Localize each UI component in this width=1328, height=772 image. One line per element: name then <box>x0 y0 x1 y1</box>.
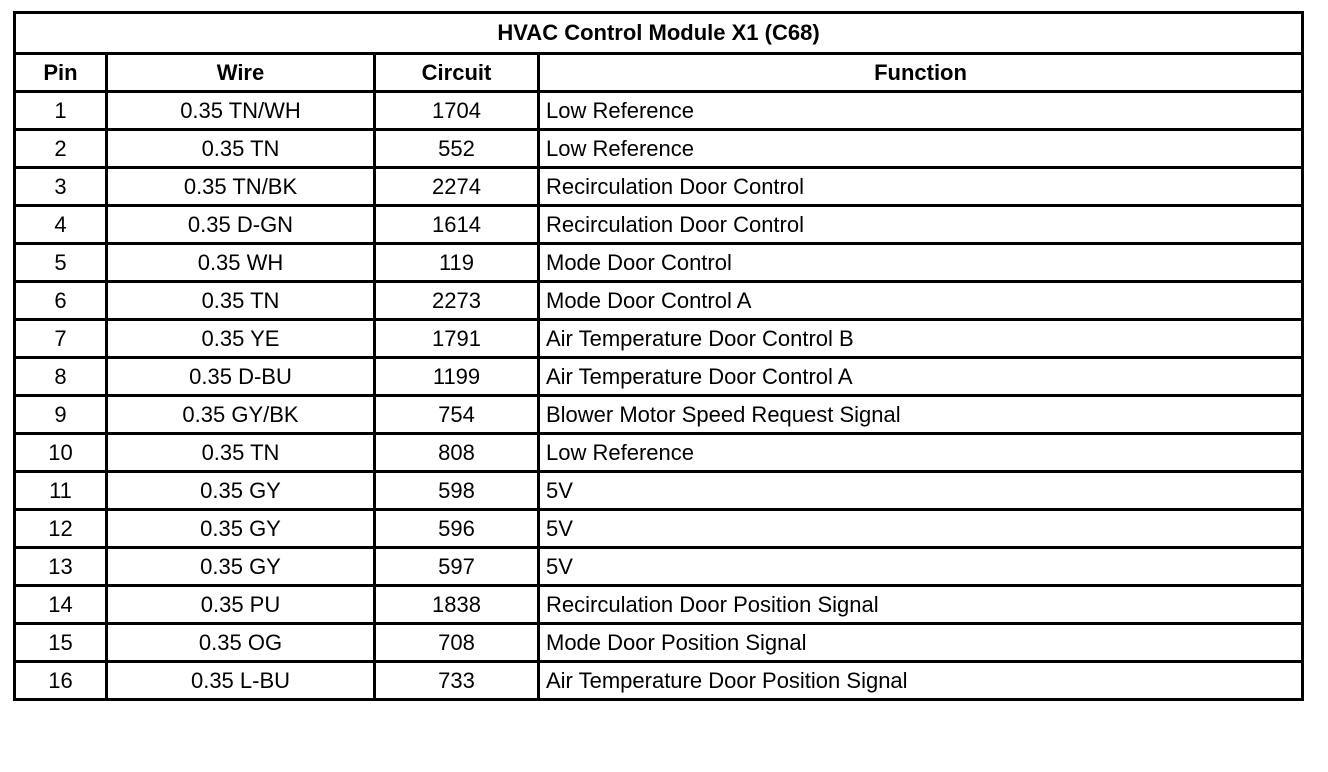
pin-cell: 10 <box>15 434 107 472</box>
circuit-cell: 598 <box>375 472 539 510</box>
wire-cell: 0.35 L-BU <box>107 662 375 700</box>
function-cell: Recirculation Door Position Signal <box>539 586 1303 624</box>
table-row <box>15 320 1303 358</box>
wire-cell: 0.35 GY <box>107 472 375 510</box>
wire-cell: 0.35 GY/BK <box>107 396 375 434</box>
table-row <box>15 168 1303 206</box>
wire-cell: 0.35 WH <box>107 244 375 282</box>
wire-cell: 0.35 PU <box>107 586 375 624</box>
table-header-row <box>15 54 1303 92</box>
function-cell: Air Temperature Door Control B <box>539 320 1303 358</box>
wire-cell: 0.35 TN/WH <box>107 92 375 130</box>
circuit-cell: 733 <box>375 662 539 700</box>
circuit-cell: 808 <box>375 434 539 472</box>
table-row <box>15 548 1303 586</box>
pin-cell: 5 <box>15 244 107 282</box>
circuit-cell: 1838 <box>375 586 539 624</box>
pin-cell: 13 <box>15 548 107 586</box>
table-title-row <box>15 13 1303 54</box>
table-row <box>15 206 1303 244</box>
table-row <box>15 244 1303 282</box>
header-circuit: Circuit <box>375 54 539 92</box>
table-row <box>15 396 1303 434</box>
wire-cell: 0.35 D-GN <box>107 206 375 244</box>
wire-cell: 0.35 TN <box>107 130 375 168</box>
circuit-cell: 596 <box>375 510 539 548</box>
pin-cell: 15 <box>15 624 107 662</box>
table-row <box>15 434 1303 472</box>
pin-cell: 8 <box>15 358 107 396</box>
pin-cell: 3 <box>15 168 107 206</box>
table-row <box>15 358 1303 396</box>
pin-cell: 4 <box>15 206 107 244</box>
table-row <box>15 472 1303 510</box>
function-cell: Air Temperature Door Control A <box>539 358 1303 396</box>
circuit-cell: 1791 <box>375 320 539 358</box>
function-cell: 5V <box>539 510 1303 548</box>
wire-cell: 0.35 D-BU <box>107 358 375 396</box>
circuit-cell: 119 <box>375 244 539 282</box>
function-cell: Mode Door Control <box>539 244 1303 282</box>
table-row <box>15 662 1303 700</box>
pin-cell: 11 <box>15 472 107 510</box>
pin-cell: 16 <box>15 662 107 700</box>
wire-cell: 0.35 TN/BK <box>107 168 375 206</box>
function-cell: 5V <box>539 548 1303 586</box>
header-function: Function <box>539 54 1303 92</box>
table-row <box>15 510 1303 548</box>
pin-cell: 7 <box>15 320 107 358</box>
wire-cell: 0.35 TN <box>107 282 375 320</box>
function-cell: Low Reference <box>539 92 1303 130</box>
function-cell: Recirculation Door Control <box>539 168 1303 206</box>
table-title: HVAC Control Module X1 (C68) <box>15 13 1303 54</box>
circuit-cell: 708 <box>375 624 539 662</box>
circuit-cell: 597 <box>375 548 539 586</box>
circuit-cell: 754 <box>375 396 539 434</box>
circuit-cell: 1199 <box>375 358 539 396</box>
wire-cell: 0.35 GY <box>107 510 375 548</box>
function-cell: Mode Door Position Signal <box>539 624 1303 662</box>
wire-cell: 0.35 YE <box>107 320 375 358</box>
pin-cell: 6 <box>15 282 107 320</box>
wire-cell: 0.35 OG <box>107 624 375 662</box>
table-body <box>15 92 1303 700</box>
function-cell: Blower Motor Speed Request Signal <box>539 396 1303 434</box>
table-row <box>15 586 1303 624</box>
circuit-cell: 1614 <box>375 206 539 244</box>
pin-cell: 12 <box>15 510 107 548</box>
function-cell: Low Reference <box>539 130 1303 168</box>
table-row <box>15 92 1303 130</box>
wire-cell: 0.35 TN <box>107 434 375 472</box>
pin-cell: 1 <box>15 92 107 130</box>
pin-cell: 2 <box>15 130 107 168</box>
header-wire: Wire <box>107 54 375 92</box>
table-row <box>15 130 1303 168</box>
function-cell: Air Temperature Door Position Signal <box>539 662 1303 700</box>
connector-pinout-table <box>13 11 1304 701</box>
wire-cell: 0.35 GY <box>107 548 375 586</box>
header-pin: Pin <box>15 54 107 92</box>
function-cell: Low Reference <box>539 434 1303 472</box>
function-cell: Mode Door Control A <box>539 282 1303 320</box>
pin-cell: 14 <box>15 586 107 624</box>
circuit-cell: 552 <box>375 130 539 168</box>
table-row <box>15 282 1303 320</box>
pin-cell: 9 <box>15 396 107 434</box>
circuit-cell: 1704 <box>375 92 539 130</box>
circuit-cell: 2273 <box>375 282 539 320</box>
circuit-cell: 2274 <box>375 168 539 206</box>
table-row <box>15 624 1303 662</box>
function-cell: 5V <box>539 472 1303 510</box>
function-cell: Recirculation Door Control <box>539 206 1303 244</box>
